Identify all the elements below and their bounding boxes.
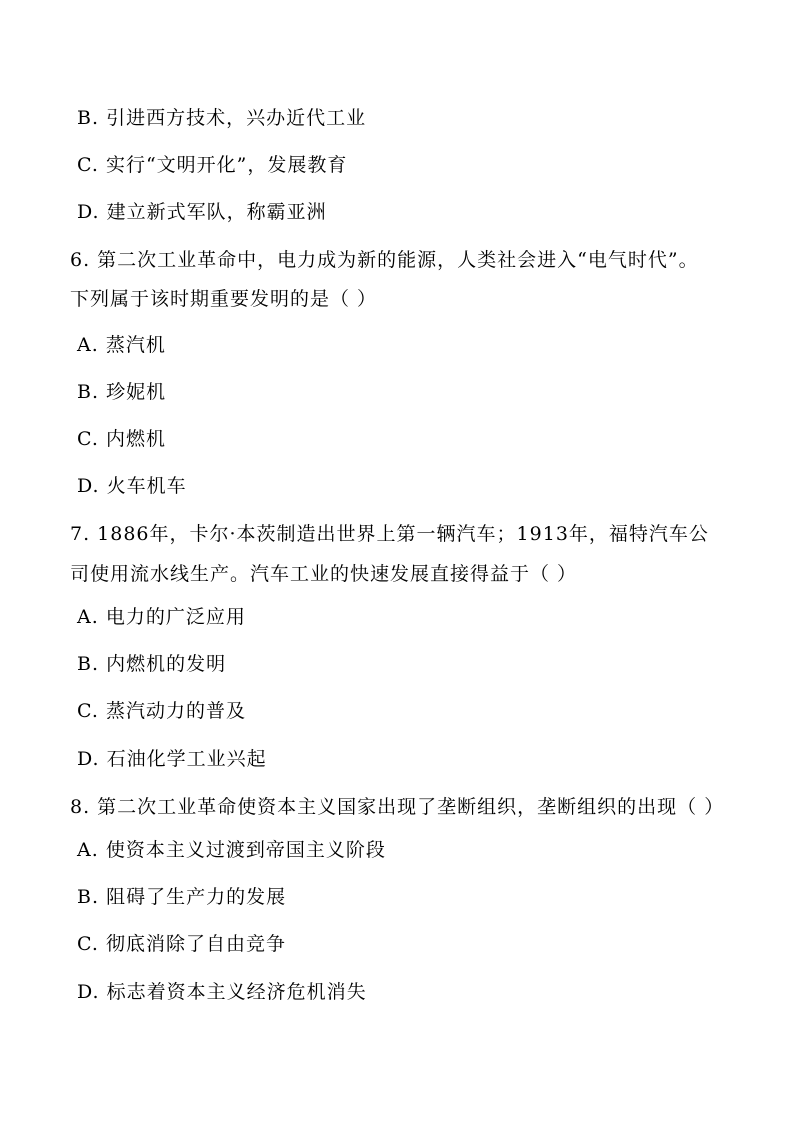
q7-stem-line2: 司使用流水线生产。汽车工业的快速发展直接得益于（ ） <box>70 563 578 585</box>
option-letter: B. <box>77 107 100 129</box>
q6-option-a <box>77 333 166 357</box>
q7-option-c <box>77 699 246 723</box>
q5-option-c <box>77 153 347 177</box>
option-text: 标志着资本主义经济危机消失 <box>106 981 367 1003</box>
q7-option-a <box>77 605 246 629</box>
option-letter: B. <box>77 381 100 403</box>
q8-option-a <box>77 838 386 862</box>
q7-option-d <box>77 747 267 771</box>
option-letter: A. <box>77 606 99 628</box>
q6-option-c <box>77 427 166 451</box>
option-letter: C. <box>77 428 99 450</box>
q8-option-d <box>77 980 367 1004</box>
option-text: 蒸汽机 <box>105 334 166 356</box>
q8-option-b <box>77 885 286 909</box>
option-letter: C. <box>77 933 99 955</box>
option-text: 引进西方技术，兴办近代工业 <box>106 107 367 129</box>
option-text: 内燃机的发明 <box>106 653 227 675</box>
option-text: 珍妮机 <box>106 381 167 403</box>
q8-stem-line1: 8. 第二次工业革命使资本主义国家出现了垄断组织，垄断组织的出现（ ） <box>70 796 725 818</box>
option-text: 彻底消除了自由竞争 <box>105 933 286 955</box>
option-letter: D. <box>77 748 100 770</box>
option-letter: D. <box>77 981 100 1003</box>
q6-option-b <box>77 380 166 404</box>
option-text: 电力的广泛应用 <box>105 606 246 628</box>
option-text: 火车机车 <box>106 475 187 497</box>
option-text: 建立新式军队，称霸亚洲 <box>106 201 327 223</box>
option-letter: A. <box>77 334 99 356</box>
q5-option-d <box>77 200 327 224</box>
option-text: 使资本主义过渡到帝国主义阶段 <box>105 839 386 861</box>
option-letter: C. <box>77 700 99 722</box>
q6-stem-line1: 6. 第二次工业革命中，电力成为新的能源，人类社会进入“电气时代”。 <box>70 249 699 271</box>
option-text: 蒸汽动力的普及 <box>105 700 246 722</box>
option-text: 内燃机 <box>105 428 166 450</box>
q7-option-b <box>77 652 226 676</box>
q6-option-d <box>77 474 187 498</box>
option-letter: B. <box>77 653 100 675</box>
option-letter: D. <box>77 475 100 497</box>
option-letter: C. <box>77 154 99 176</box>
q6-stem-line2: 下列属于该时期重要发明的是（ ） <box>70 288 378 310</box>
option-text: 石油化学工业兴起 <box>106 748 267 770</box>
option-text: 阻碍了生产力的发展 <box>106 886 287 908</box>
option-letter: A. <box>77 839 99 861</box>
option-letter: D. <box>77 201 100 223</box>
option-text: 实行“文明开化”，发展教育 <box>105 154 348 176</box>
q7-stem-line1: 7. 1886年，卡尔·本茨制造出世界上第一辆汽车；1913年，福特汽车公 <box>70 523 709 545</box>
q5-option-b <box>77 106 366 130</box>
option-letter: B. <box>77 886 100 908</box>
q8-option-c <box>77 932 286 956</box>
